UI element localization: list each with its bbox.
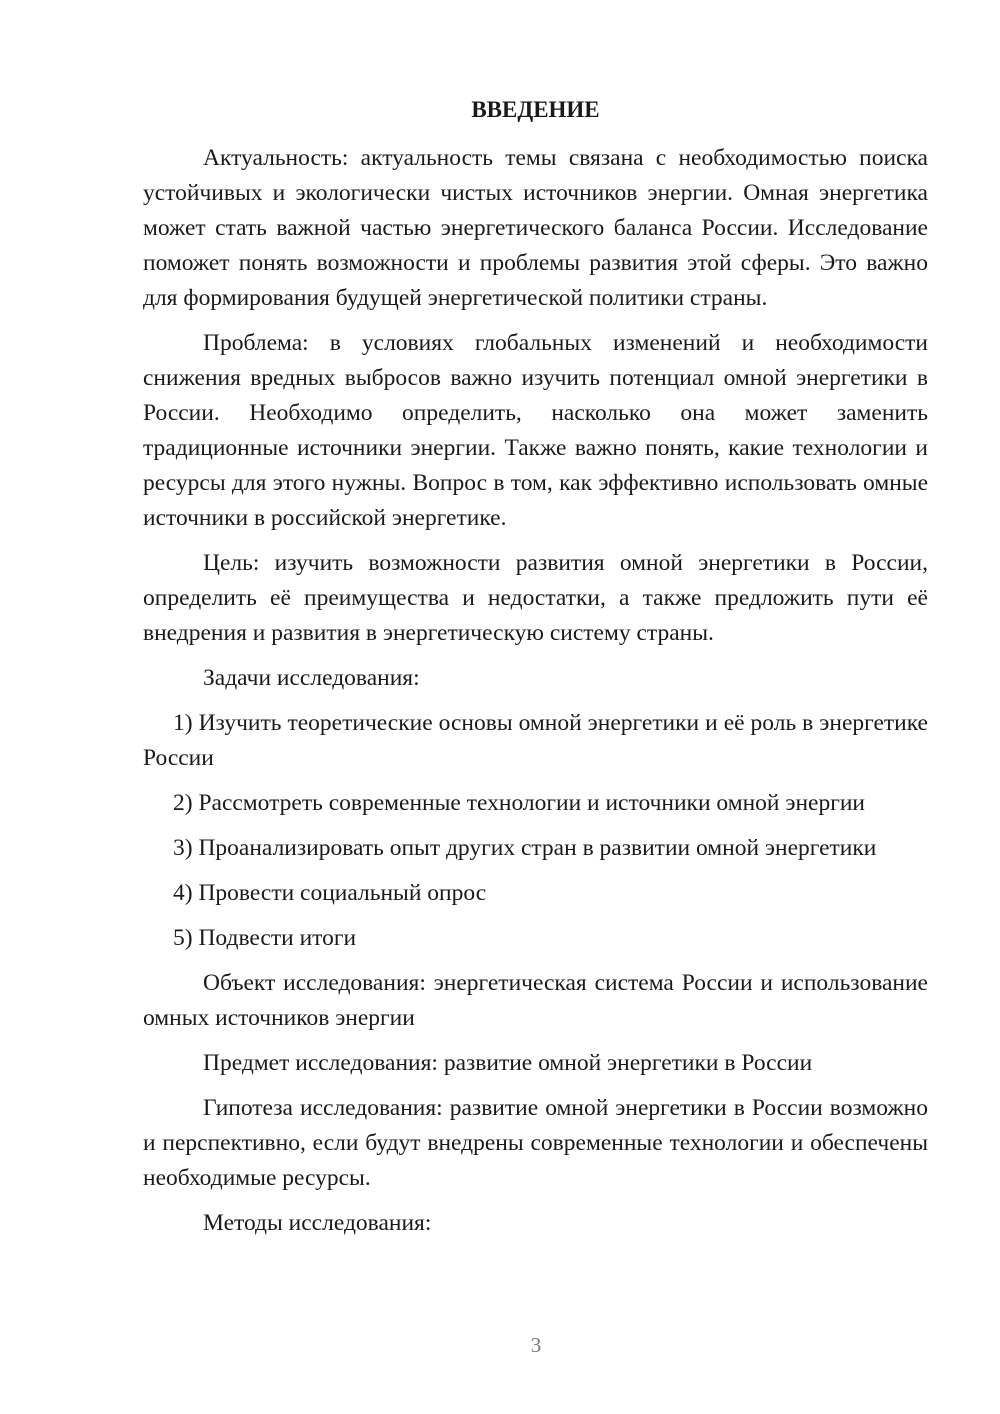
page-number: 3: [530, 1333, 542, 1357]
relevance-paragraph: Актуальность: актуальность темы связана с необходимостью поиска устойчивых и экологически чистых источников энергии. Омная энергетика может стать важной частью энергетического баланса России. Исследование поможет понять возможности и проблемы развития этой сферы. Это важно для формирования будущей энергетической политики страны.: [143, 145, 928, 311]
subject-paragraph: Предмет исследования: развитие омной энергетики в России: [203, 1050, 813, 1076]
problem-paragraph: Проблема: в условиях глобальных изменений и необходимости снижения вредных выбросов важно изучить потенциал омной энергетики в России. Необходимо определить, насколько она может заменить традиционные источники энергии. Также важно понять, какие технологии и ресурсы для этого нужны. Вопрос в том, как эффективно использовать омные источники в российской энергетике.: [143, 330, 928, 531]
document-body: [143, 92, 928, 1251]
task-item: 2) Рассмотреть современные технологии и источники омной энергии: [173, 790, 866, 816]
goal-paragraph: Цель: изучить возможности развития омной энергетики в России, определить её преимущества и недостатки, а также предложить пути её внедрения и развития в энергетическую систему страны.: [143, 550, 928, 646]
task-item: 1) Изучить теоретические основы омной энергетики и её роль в энергетике России: [143, 710, 928, 771]
task-item: 4) Провести социальный опрос: [173, 880, 487, 906]
hypothesis-paragraph: Гипотеза исследования: развитие омной энергетики в России возможно и перспективно, если будут внедрены современные технологии и обеспечены необходимые ресурсы.: [143, 1095, 928, 1191]
object-paragraph: Объект исследования: энергетическая система России и использование омных источников энергии: [143, 970, 928, 1031]
task-item: 5) Подвести итоги: [173, 925, 357, 951]
methods-paragraph: Методы исследования:: [203, 1210, 432, 1236]
page-title: ВВЕДЕНИЕ: [471, 97, 600, 122]
task-item: 3) Проанализировать опыт других стран в развитии омной энергетики: [173, 835, 877, 861]
tasks-heading: Задачи исследования:: [203, 665, 420, 691]
